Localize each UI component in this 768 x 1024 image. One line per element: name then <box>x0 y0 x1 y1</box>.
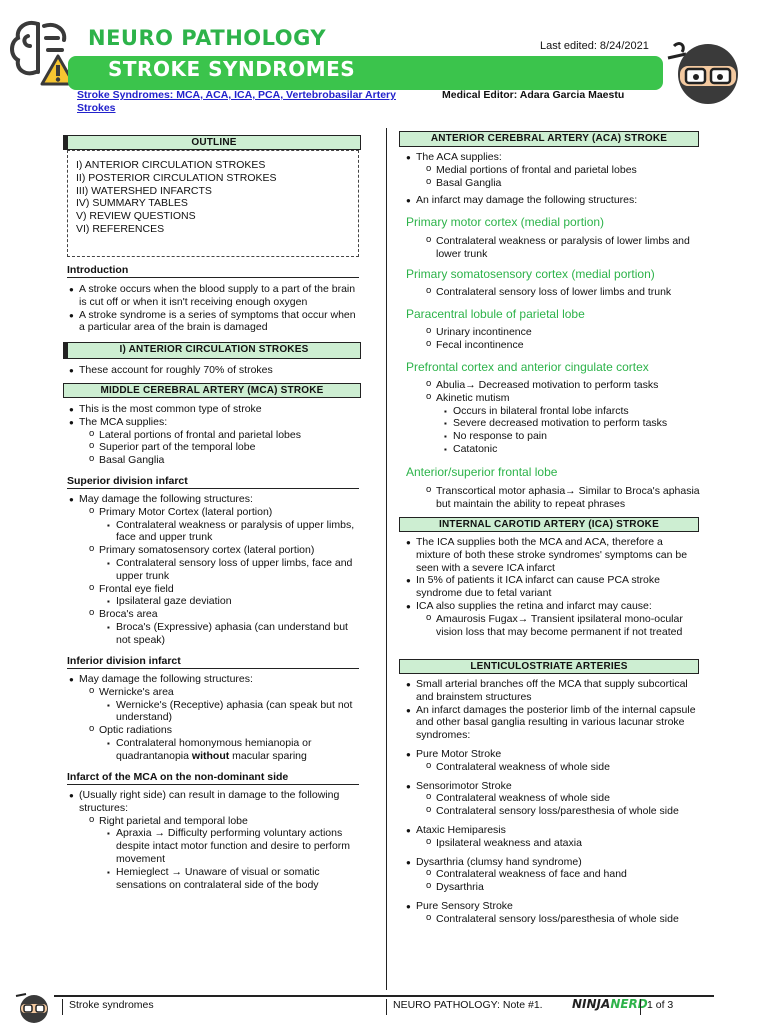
ninja-nerd-logo: NINJANERD <box>572 997 648 1011</box>
outline-item[interactable]: IV) SUMMARY TABLES <box>76 197 188 210</box>
list-item: o Broca's area <box>89 608 359 621</box>
list-item: o Fecal incontinence <box>426 339 706 352</box>
aca-title: ANTERIOR CEREBRAL ARTERY (ACA) STROKE <box>399 131 699 147</box>
list-item: o Contralateral weakness of whole side <box>426 761 698 774</box>
list-item: ● A stroke occurs when the blood supply to a part of the brain is cut off or when it isn't receiving enough oxygen <box>69 283 361 309</box>
list-item: o Optic radiations <box>89 724 359 737</box>
list-item: ▪ Ipsilateral gaze deviation <box>107 595 359 608</box>
list-item: o Contralateral weakness or paralysis of lower limbs and lower trunk <box>426 235 706 261</box>
aca-subheading: Paracentral lobule of parietal lobe <box>406 307 585 321</box>
mca-title: MIDDLE CEREBRAL ARTERY (MCA) STROKE <box>63 383 361 398</box>
footer-topic: Stroke syndromes <box>62 999 154 1015</box>
list-item: ▪ Contralateral sensory loss of upper limbs, face and upper trunk <box>107 557 359 583</box>
outline-item[interactable]: VI) REFERENCES <box>76 222 165 235</box>
aca-subheading: Primary somatosensory cortex (medial portion) <box>406 267 655 281</box>
list-item: ● A stroke syndrome is a series of symptoms that occur when a particular area of the brain is damaged <box>69 309 361 335</box>
list-item: o Superior part of the temporal lobe <box>89 441 361 454</box>
list-item: ● (Usually right side) can result in damage to the following structures: <box>69 789 361 815</box>
list-item: o Ipsilateral weakness and ataxia <box>426 837 698 850</box>
list-item: o Wernicke's area <box>89 686 359 699</box>
list-item: ▪ Hemieglect → Unaware of visual or somatic sensations on contralateral side of the body <box>107 866 361 892</box>
section-heading-nondominant: Infarct of the MCA on the non-dominant side <box>67 771 359 785</box>
list-item: o Right parietal and temporal lobe <box>89 815 361 828</box>
list-item: o Urinary incontinence <box>426 326 706 339</box>
aca-subheading: Prefrontal cortex and anterior cingulate cortex <box>406 360 649 374</box>
list-item: o Basal Ganglia <box>89 454 361 467</box>
outline-title: OUTLINE <box>63 135 361 150</box>
list-item: o Contralateral weakness of whole side <box>426 792 698 805</box>
aca-subheading: Anterior/superior frontal lobe <box>406 465 558 479</box>
list-item: ▪ Severe decreased motivation to perform tasks <box>444 417 706 430</box>
lenticulostriate-list <box>406 678 698 926</box>
list-item: o Akinetic mutism <box>426 392 706 405</box>
list-item: ● This is the most common type of stroke <box>69 403 361 416</box>
list-item: o Transcortical motor aphasia→ Similar to Broca's aphasia but maintain the ability to repeat phrases <box>426 485 706 511</box>
list-item: o Abulia→ Decreased motivation to perform tasks <box>426 379 706 392</box>
last-edited: Last edited: 8/24/2021 <box>540 40 649 52</box>
list-item: ● Dysarthria (clumsy hand syndrome) <box>406 856 698 869</box>
outline-item[interactable]: III) WATERSHED INFARCTS <box>76 184 212 197</box>
list-item: ● May damage the following structures: <box>69 493 359 506</box>
ninja-mascot-icon <box>664 36 748 108</box>
list-item: o Contralateral sensory loss/paresthesia of whole side <box>426 805 698 818</box>
list-item: ▪ Catatonic <box>444 443 706 456</box>
list-item: ● In 5% of patients it ICA infarct can cause PCA stroke syndrome due to fetal variant <box>406 574 696 600</box>
list-item: ● May damage the following structures: <box>69 673 359 686</box>
list-item: o Medial portions of frontal and parietal lobes <box>426 164 706 177</box>
list-item: o Lateral portions of frontal and parietal lobes <box>89 429 361 442</box>
list-item: ● Pure Motor Stroke <box>406 748 698 761</box>
list-item: o Contralateral sensory loss/paresthesia of whole side <box>426 913 698 926</box>
list-item: ▪ Wernicke's (Receptive) aphasia (can speak but not understand) <box>107 699 359 725</box>
page-subtitle: STROKE SYNDROMES <box>108 57 356 81</box>
footer-note: NEURO PATHOLOGY: Note #1. <box>386 999 543 1015</box>
list-item: ● These account for roughly 70% of strokes <box>69 364 361 377</box>
list-item: ▪ Contralateral homonymous hemianopia or quadrantanopia without macular sparing <box>107 737 359 763</box>
list-item: ▪ Contralateral weakness or paralysis of upper limbs, face and upper trunk <box>107 519 359 545</box>
ninja-footer-icon <box>12 990 54 1024</box>
superior-list <box>69 493 359 647</box>
medical-editor: Medical Editor: Adara Garcia Maestu <box>442 89 625 101</box>
list-item: o Primary Motor Cortex (lateral portion) <box>89 506 359 519</box>
section-heading-superior: Superior division infarct <box>67 475 359 489</box>
intro-list <box>69 283 361 334</box>
aca-subheading: Primary motor cortex (medial portion) <box>406 215 605 229</box>
inferior-list <box>69 673 359 763</box>
list-item: ▪ Occurs in bilateral frontal lobe infarcts <box>444 405 706 418</box>
list-item: ▪ Apraxia → Difficulty performing voluntary actions despite intact motor function and desire to perform movement <box>107 827 361 865</box>
section-heading-introduction: Introduction <box>67 264 359 278</box>
outline-box <box>67 150 359 257</box>
list-item: ● Pure Sensory Stroke <box>406 900 698 913</box>
outline-item[interactable]: I) ANTERIOR CIRCULATION STROKES <box>76 159 266 171</box>
list-item: o Amaurosis Fugax→ Transient ipsilateral mono-ocular vision loss that may become permanent if not treated <box>426 613 696 639</box>
outline-item[interactable]: V) REVIEW QUESTIONS <box>76 210 196 223</box>
list-item: ● ICA also supplies the retina and infarct may cause: <box>406 600 696 613</box>
list-item: o Frontal eye field <box>89 583 359 596</box>
section-heading-inferior: Inferior division infarct <box>67 655 359 669</box>
list-item: ▪ Broca's (Expressive) aphasia (can understand but not speak) <box>107 621 359 647</box>
list-item: o Primary somatosensory cortex (lateral portion) <box>89 544 359 557</box>
aca-list <box>406 151 706 207</box>
list-item: ● Ataxic Hemiparesis <box>406 824 698 837</box>
list-item: o Contralateral sensory loss of lower limbs and trunk <box>426 286 706 299</box>
topic-link[interactable]: Stroke Syndromes: MCA, ACA, ICA, PCA, Vertebrobasilar Artery Strokes <box>77 89 396 114</box>
outline-item[interactable]: II) POSTERIOR CIRCULATION STROKES <box>76 171 277 184</box>
page-title: NEURO PATHOLOGY <box>88 26 327 50</box>
list-item: o Basal Ganglia <box>426 177 706 190</box>
page-number: 1 of 3 <box>640 999 673 1015</box>
mca-list <box>69 403 361 467</box>
list-item: ● An infarct may damage the following structures: <box>406 194 706 207</box>
ica-title: INTERNAL CAROTID ARTERY (ICA) STROKE <box>399 517 699 532</box>
anterior-circulation-title: I) ANTERIOR CIRCULATION STROKES <box>63 342 361 359</box>
list-item: ● The ICA supplies both the MCA and ACA, therefore a mixture of both these stroke syndromes' symptoms can be seen with a severe ICA infarct <box>406 536 696 574</box>
list-item: ● The MCA supplies: <box>69 416 361 429</box>
list-item: ● Small arterial branches off the MCA that supply subcortical and brainstem structures <box>406 678 698 704</box>
list-item: ● The ACA supplies: <box>406 151 706 164</box>
list-item: ● Sensorimotor Stroke <box>406 780 698 793</box>
ica-list <box>406 536 696 638</box>
list-item: ● An infarct damages the posterior limb of the internal capsule and other basal ganglia resulting in various lacunar stroke syndromes: <box>406 704 698 742</box>
column-divider <box>386 128 387 990</box>
list-item: o Dysarthria <box>426 881 698 894</box>
lenticulostriate-title: LENTICULOSTRIATE ARTERIES <box>399 659 699 674</box>
list-item: ▪ No response to pain <box>444 430 706 443</box>
nondominant-list <box>69 789 361 891</box>
list-item: o Contralateral weakness of face and hand <box>426 868 698 881</box>
